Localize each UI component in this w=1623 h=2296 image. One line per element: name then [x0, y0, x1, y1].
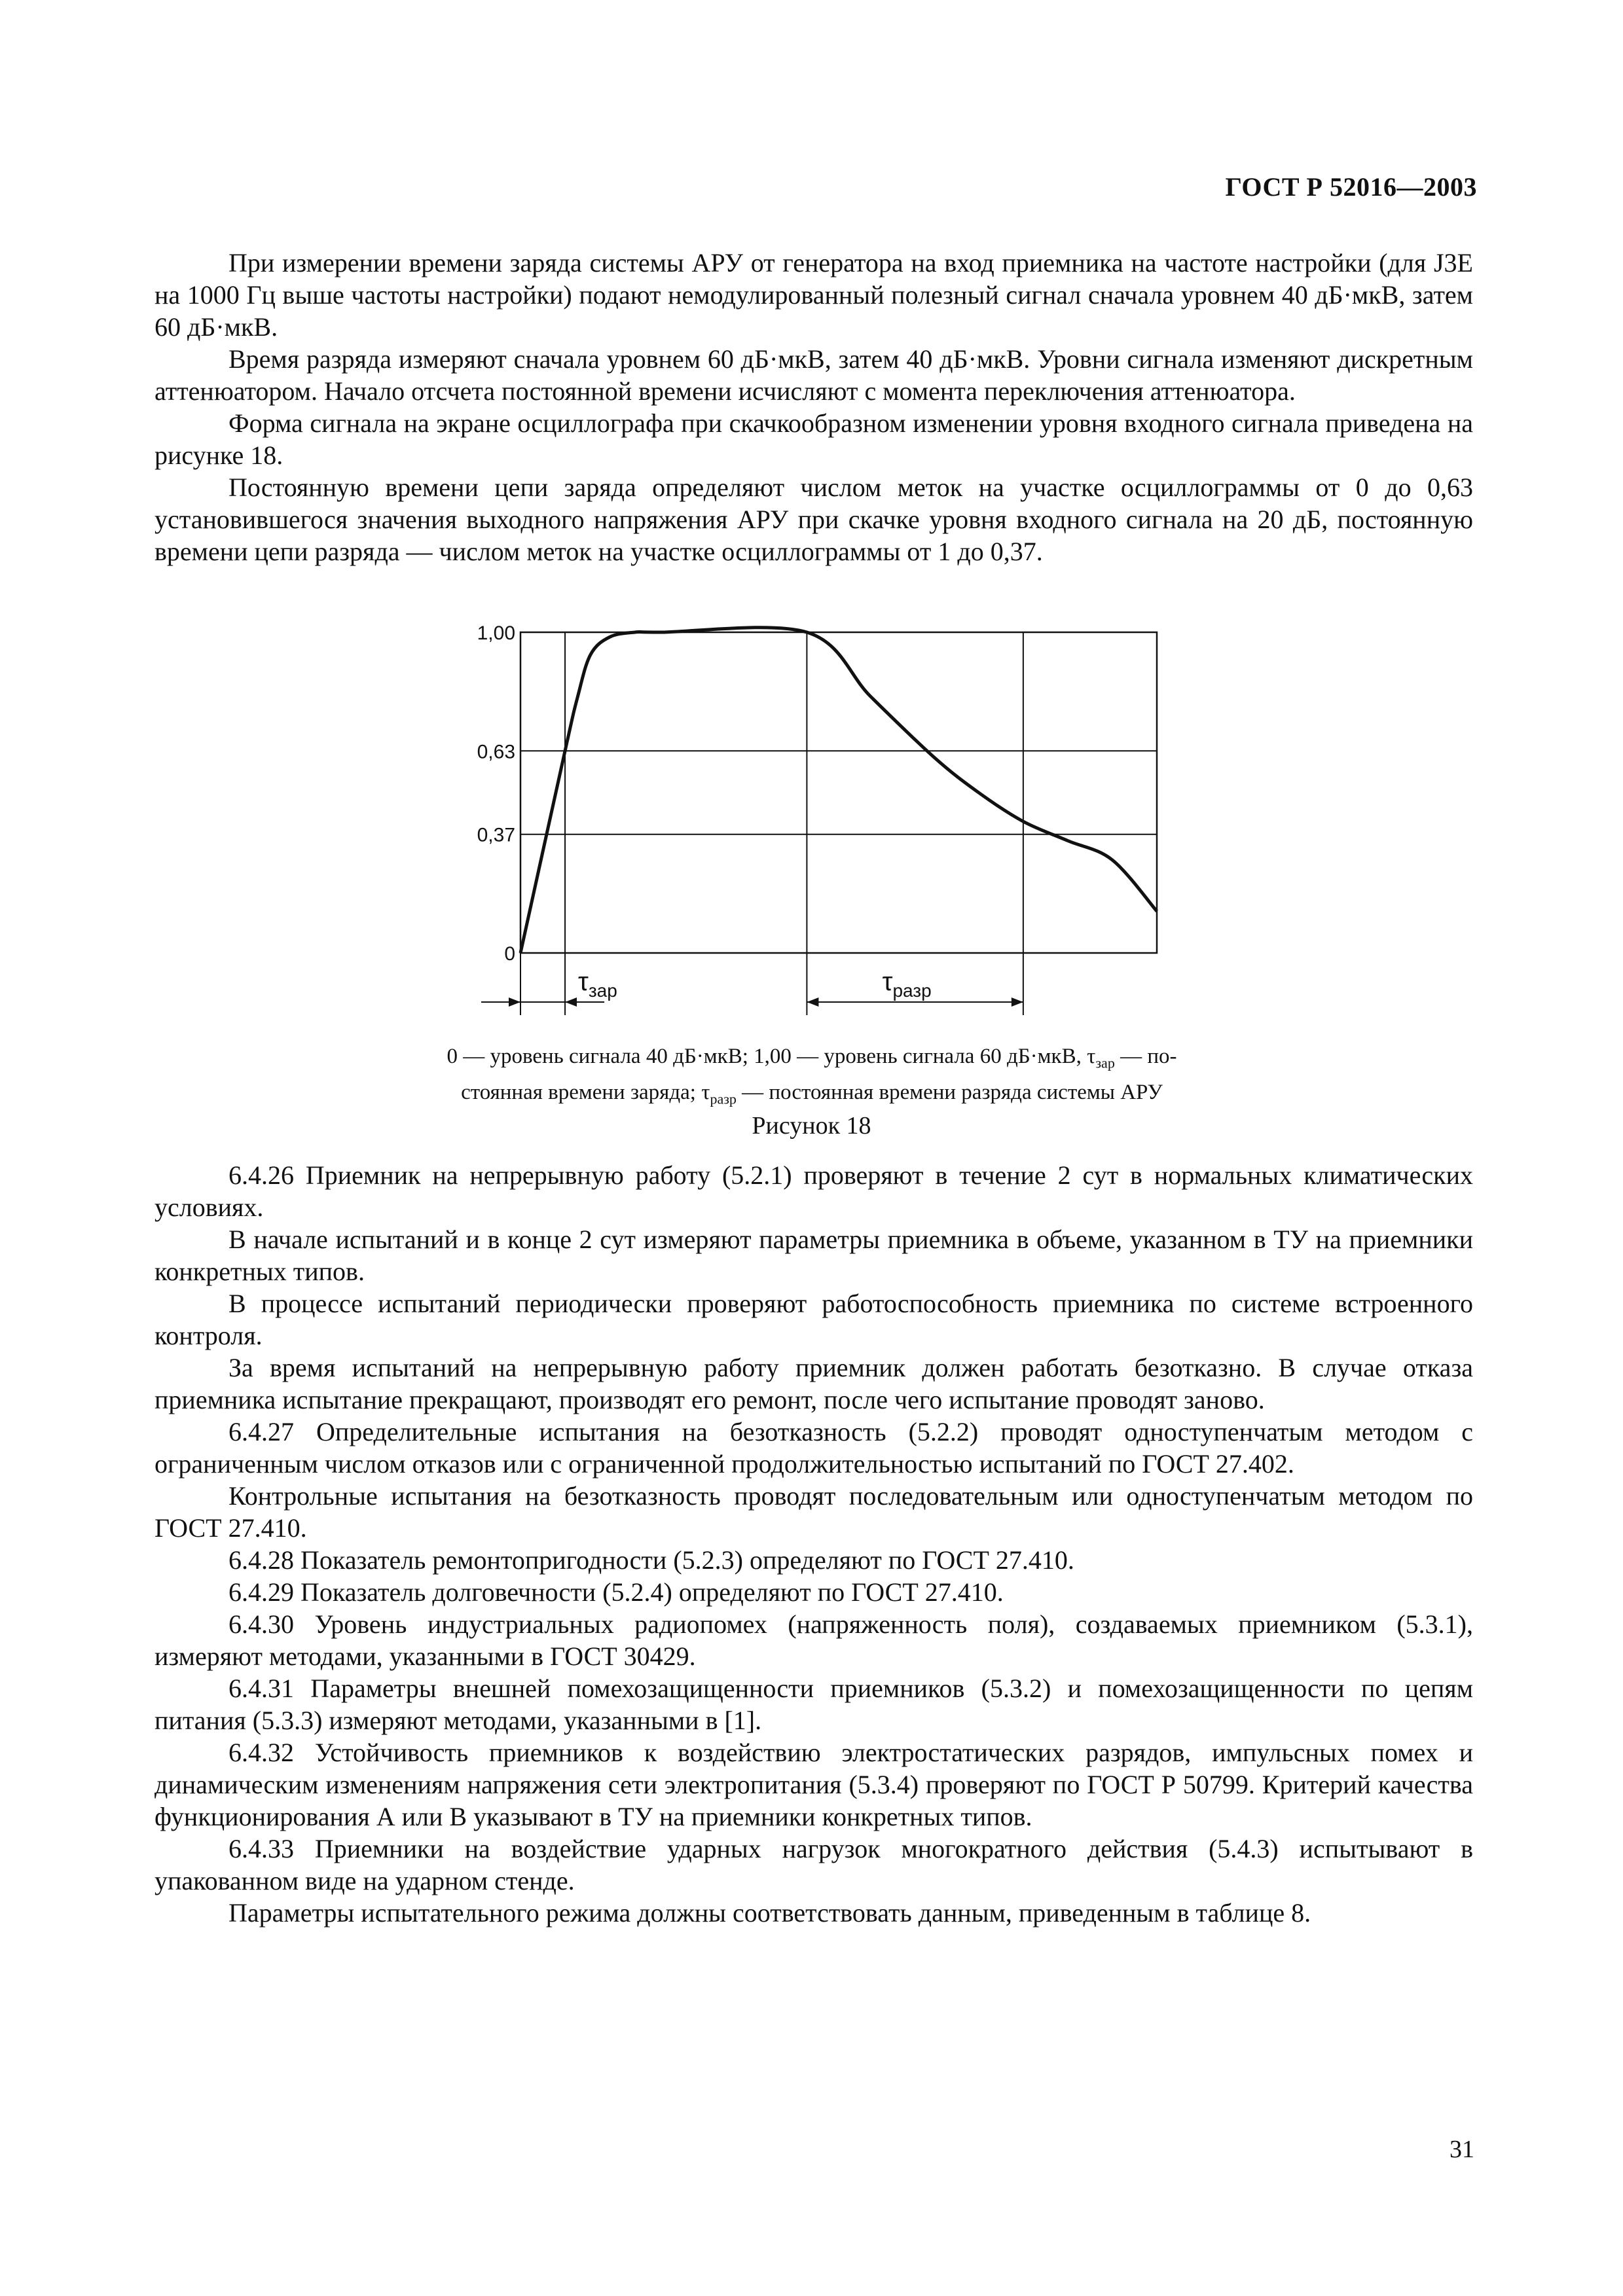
paragraph: Время разряда измеряют сначала уровнем 60 дБ·мкВ, затем 40 дБ·мкВ. Уровни сигнала изменяют дискретным аттенюатором. Начало отсчета постоянной времени исчисляют с момента переключения аттенюатора. [155, 344, 1473, 406]
paragraph: Параметры испытательного режима должны соответствовать данным, приведенным в таблице 8. [228, 1898, 1311, 1928]
paragraph: При измерении времени заряда системы АРУ от генератора на вход приемника на частоте настройки (для J3E на 1000 Гц выше частоты настройки) подают немодулированный полезный сигнал сначала уровнем 40 дБ·мкВ, затем 60 дБ·мкВ. [155, 248, 1473, 342]
document-header: ГОСТ Р 52016—2003 [1225, 172, 1477, 202]
caption-line-2 [367, 1078, 1257, 1114]
arrow-head [807, 997, 818, 1007]
paragraph: Форма сигнала на экране осциллографа при скачкообразном изменении уровня входного сигнала приведена на рисунке 18. [155, 408, 1473, 470]
figure-title: Рисунок 18 [752, 1112, 871, 1139]
paragraph: Контрольные испытания на безотказность проводят последовательным или одноступенчатым методом по ГОСТ 27.410. [155, 1481, 1473, 1543]
page-number: 31 [1450, 2136, 1474, 2163]
paragraph: 6.4.30 Уровень индустриальных радиопомех (напряженность поля), создаваемых приемником (5.3.1), измеряют методами, указанными в ГОСТ 30429. [155, 1609, 1473, 1671]
caption-text: — по- [1114, 1045, 1177, 1068]
caption-subscript: зар [1095, 1054, 1115, 1071]
arrow-head [509, 997, 520, 1007]
arrow-head [1012, 997, 1023, 1007]
paragraph: За время испытаний на непрерывную работу приемник должен работать безотказно. В случае отказа приемника испытание прекращают, производят его ремонт, после чего испытание проводят заново. [155, 1353, 1473, 1414]
caption-text: 0 — уровень сигнала 40 дБ·мкВ; 1,00 — уровень сигнала 60 дБ·мкВ, τ [447, 1045, 1096, 1068]
paragraph: 6.4.28 Показатель ремонтопригодности (5.2.3) определяют по ГОСТ 27.410. [228, 1545, 1074, 1575]
plot-frame [520, 632, 1157, 953]
caption-text: стоянная времени заряда; τ [461, 1080, 710, 1104]
paragraph: 6.4.31 Параметры внешней помехозащищенности приемников (5.3.2) и помехозащищенности по цепям питания (5.3.3) измеряют методами, указанными в [1]. [155, 1674, 1473, 1735]
arrow-head [565, 997, 577, 1007]
paragraph: 6.4.27 Определительные испытания на безотказность (5.2.2) проводят одноступенчатым методом с ограниченным числом отказов или с ограниченной продолжительностью испытаний по ГОСТ 27.402. [155, 1417, 1473, 1479]
figure-caption [367, 1042, 1257, 1113]
paragraph: 6.4.26 Приемник на непрерывную работу (5.2.1) проверяют в течение 2 сут в нормальных климатических условиях. [155, 1160, 1473, 1222]
paragraph: 6.4.29 Показатель долговечности (5.2.4) определяют по ГОСТ 27.410. [228, 1577, 1004, 1607]
caption-subscript: разр [710, 1090, 737, 1107]
y-tick-label: 1,00 [477, 622, 515, 644]
paragraph: В процессе испытаний периодически проверяют работоспособность приемника по системе встроенного контроля. [155, 1289, 1473, 1350]
agc-oscillogram-chart [458, 609, 1178, 1028]
caption-line-1 [367, 1042, 1257, 1078]
paragraph: 6.4.33 Приемники на воздействие ударных нагрузок многократного действия (5.4.3) испытывают в упакованном виде на ударном стенде. [155, 1834, 1473, 1895]
signal-curve [520, 628, 1157, 953]
y-tick-label: 0,63 [477, 741, 515, 763]
intro-text [155, 247, 1473, 567]
paragraph: В начале испытаний и в конце 2 сут измеряют параметры приемника в объеме, указанном в ТУ на приемники конкретных типов. [155, 1225, 1473, 1286]
paragraph: Постоянную времени цепи заряда определяют числом меток на участке осциллограммы от 0 до 0,63 установившегося значения выходного напряжения АРУ при скачке уровня входного сигнала на 20 дБ, постоянную времени цепи разряда — числом меток на участке осциллограммы от 1 до 0,37. [155, 473, 1473, 566]
y-tick-label: 0 [504, 943, 515, 965]
figure-18 [458, 609, 1178, 1028]
caption-text: — постоянная времени разряда системы АРУ [736, 1080, 1163, 1104]
tau-zar-label: $\tau_{зар}$ [578, 967, 617, 1001]
tau-razr-label: $\tau_{разр}$ [882, 967, 932, 1001]
y-tick-label: 0,37 [477, 824, 515, 846]
body-text [155, 1159, 1473, 1929]
paragraph: 6.4.32 Устойчивость приемников к воздействию электростатических разрядов, импульсных помех и динамическим изменениям напряжения сети электропитания (5.3.4) проверяют по ГОСТ Р 50799. Критерий качества функционирования А или В указывают в ТУ на приемники конкретных типов. [155, 1738, 1473, 1831]
